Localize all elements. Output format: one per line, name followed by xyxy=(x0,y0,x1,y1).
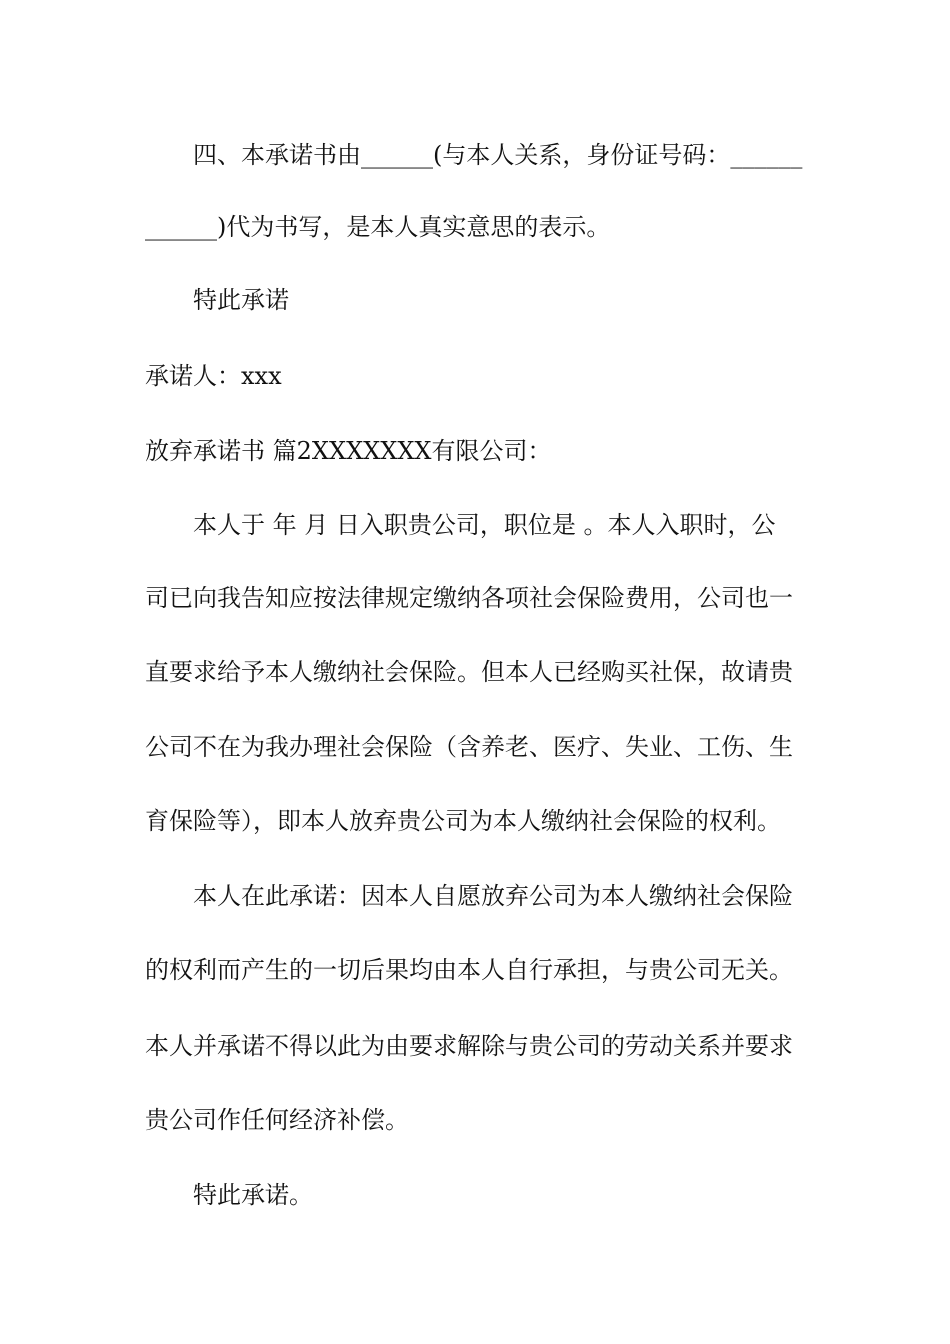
text-line: 本人在此承诺：因本人自愿放弃公司为本人缴纳社会保险 xyxy=(193,882,793,910)
text-line: 四、本承诺书由______(与本人关系，身份证号码：______ xyxy=(193,141,803,169)
text-line: 本人并承诺不得以此为由要求解除与贵公司的劳动关系并要求 xyxy=(145,1032,793,1060)
text-line: 放弃承诺书 篇2XXXXXXX有限公司： xyxy=(145,437,552,465)
text-line: 特此承诺 xyxy=(193,286,289,314)
text-line: 承诺人：xxx xyxy=(145,362,282,390)
text-line: 司已向我告知应按法律规定缴纳各项社会保险费用，公司也一 xyxy=(145,584,793,612)
text-line: ______)代为书写，是本人真实意思的表示。 xyxy=(145,213,611,241)
text-line: 的权利而产生的一切后果均由本人自行承担，与贵公司无关。 xyxy=(145,956,793,984)
text-line: 特此承诺。 xyxy=(193,1181,313,1209)
text-line: 直要求给予本人缴纳社会保险。但本人已经购买社保，故请贵 xyxy=(145,658,793,686)
text-line: 育保险等），即本人放弃贵公司为本人缴纳社会保险的权利。 xyxy=(145,807,781,835)
text-line: 贵公司作任何经济补偿。 xyxy=(145,1106,409,1134)
text-line: 本人于 年 月 日入职贵公司，职位是 。本人入职时，公 xyxy=(193,511,776,539)
text-line: 公司不在为我办理社会保险（含养老、医疗、失业、工伤、生 xyxy=(145,733,793,761)
